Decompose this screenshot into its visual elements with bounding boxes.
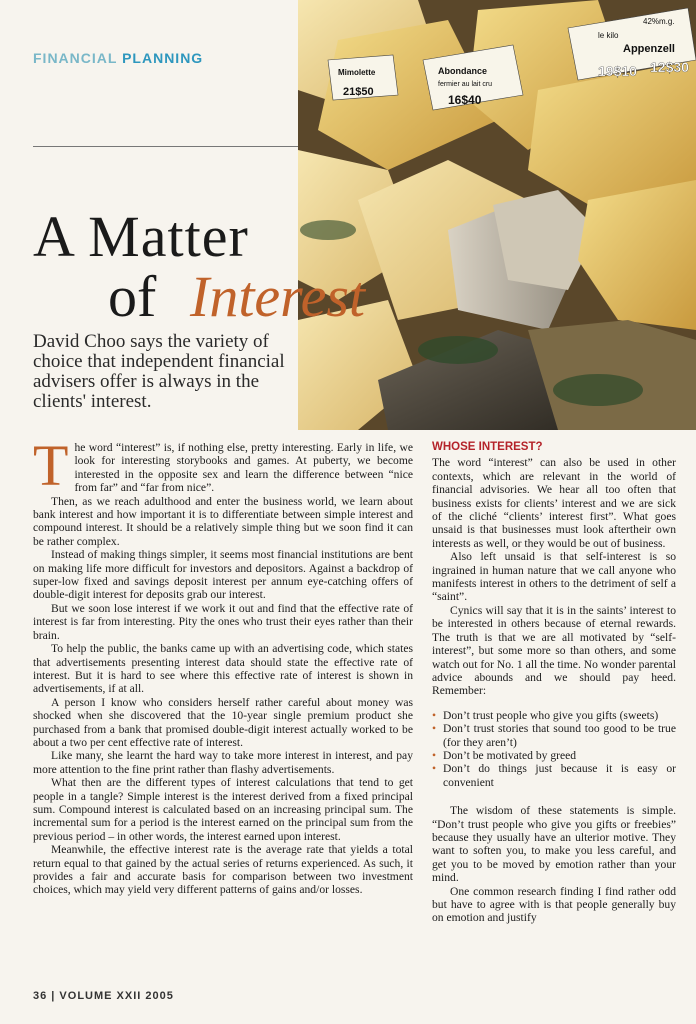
paragraph: To help the public, the banks came up with an advertising code, which states that advertisements presenting interest data should state the effective rate of interest. But it is hard to see where this effective rate of interest is shown in advertisements, if at all. bbox=[33, 642, 413, 696]
svg-text:21$50: 21$50 bbox=[343, 86, 374, 98]
page-folio: 36 | VOLUME XXII 2005 bbox=[33, 990, 174, 1002]
header-rule bbox=[33, 146, 298, 147]
right-column bbox=[432, 441, 676, 925]
paragraph: Also left unsaid is that self-interest is so ingrained in human nature that we call anyone who manifests interest in others to the detriment of self a “saint”. bbox=[432, 550, 676, 604]
svg-text:12$30: 12$30 bbox=[650, 59, 689, 75]
paragraph: Then, as we reach adulthood and enter the business world, we learn about bank interest and how important it is to differentiate between simple interest and compound interest. It should be a relatively simple thing but we soon find it can be rather complex. bbox=[33, 494, 413, 548]
section-tag-part1: FINANCIAL bbox=[33, 50, 118, 66]
svg-text:Appenzell: Appenzell bbox=[623, 43, 675, 55]
svg-text:Mimolette: Mimolette bbox=[338, 68, 376, 77]
svg-text:16$40: 16$40 bbox=[448, 93, 482, 107]
list-item: • Don’t be motivated by greed bbox=[432, 748, 577, 762]
bullet-icon: • bbox=[432, 748, 437, 762]
list-item: • Don’t trust people who give you gifts (sweets) bbox=[432, 708, 659, 722]
section-tag bbox=[33, 50, 203, 66]
headline-of: of bbox=[108, 264, 157, 329]
paragraph: But we soon lose interest if we work it out and find that the effective rate of interest is far from interesting. Pity the ones who trust their eyes rather than their brain. bbox=[33, 601, 413, 642]
svg-text:42%m.g.: 42%m.g. bbox=[643, 17, 675, 26]
dropcap: T bbox=[33, 433, 69, 498]
bullet-icon: • bbox=[432, 722, 437, 736]
section-tag-part2: PLANNING bbox=[122, 50, 204, 66]
paragraph: What then are the different types of interest calculations that tend to get people in a tangle? Simple interest is the interest derived from a fixed principal sum. Compound interest is calculated based on an increasing principal sum. The incremental sum for a period is the interest earned on the principal sum from the previous period – in other words, the interest earned upon interest. bbox=[33, 776, 413, 843]
headline-line1: A Matter bbox=[33, 204, 249, 269]
list-item: • Don’t trust stories that sound too good to be true (for they aren’t) bbox=[432, 722, 676, 749]
cheese-photo bbox=[298, 0, 696, 430]
left-column bbox=[33, 433, 413, 897]
advice-list bbox=[432, 709, 676, 789]
paragraph: The word “interest” can also be used in other contexts, which are relevant in the world of financial advisories. We hear all too often that business exists for clients’ interest and we are sick of the cliché “clients’ interest first”. What goes unsaid is that businesses must look aftertheir own interests as well, or they would be out of business. bbox=[432, 456, 676, 550]
paragraph: The wisdom of these statements is simple. “Don’t trust people who give you gifts or freebies” because they usually have an ulterior motive. They want to soften you, to make you less careful, and get you to be moved by emotion rather than your mind. bbox=[432, 804, 676, 885]
photo-label-kilo: le kilo bbox=[598, 31, 619, 40]
list-item: • Don’t do things just because it is easy or convenient bbox=[432, 762, 676, 789]
cheese-photo-illustration bbox=[298, 0, 696, 430]
paragraph: Like many, she learnt the hard way to take more interest in interest, and pay more attention to the fine print rather than flashy advertisements. bbox=[33, 749, 413, 776]
paragraph: he word “interest” is, if nothing else, pretty interesting. Early in life, we look for interesting storybooks and games. At puberty, we become interested in the opposite sex and learn the difference between “nice from far” and “far from nice”. bbox=[74, 441, 413, 495]
paragraph: A person I know who considers herself rather careful about money was shocked when she discovered that the 10-year single premium product she purchased from a bank that promised double-digit interest actually worked to be about a two per cent effective rate of interest. bbox=[33, 695, 413, 749]
svg-text:fermier au lait cru: fermier au lait cru bbox=[438, 81, 493, 88]
paragraph: Meanwhile, the effective interest rate is the average rate that yields a total return equal to that gained by the actual series of returns experienced. As such, it provides a fair and accurate basis for comparison between two investment choices, which may yield very different patterns of gains and/or losses. bbox=[33, 843, 413, 897]
paragraph: Instead of making things simpler, it seems most financial institutions are bent on making life more difficult for investors and depositors. Against a backdrop of super-low fixed and savings deposit interest per annum eye-catching offers of double-digit interest for deposits grab our interest. bbox=[33, 548, 413, 602]
paragraph: One common research finding I find rather odd but have to agree with is that people generally buy on emotion and justify bbox=[432, 884, 676, 925]
bullet-icon: • bbox=[432, 762, 437, 776]
svg-text:Abondance: Abondance bbox=[438, 66, 488, 76]
bullet-icon: • bbox=[432, 708, 437, 722]
subheading: WHOSE INTEREST? bbox=[432, 441, 543, 453]
standfirst: David Choo says the variety of choice that independent financial advisers offer is always in the clients' interest. bbox=[33, 331, 285, 412]
svg-text:19$10: 19$10 bbox=[598, 63, 637, 79]
headline-interest: Interest bbox=[190, 264, 366, 329]
paragraph: Cynics will say that it is in the saints’ interest to be interested in others because of eternal rewards. The truth is that we are all motivated by “self-interest”, but some more so than others, and some watch out for No. 1 all the time. No wonder parental advice abounds and we should pay heed. Remember: bbox=[432, 603, 676, 698]
